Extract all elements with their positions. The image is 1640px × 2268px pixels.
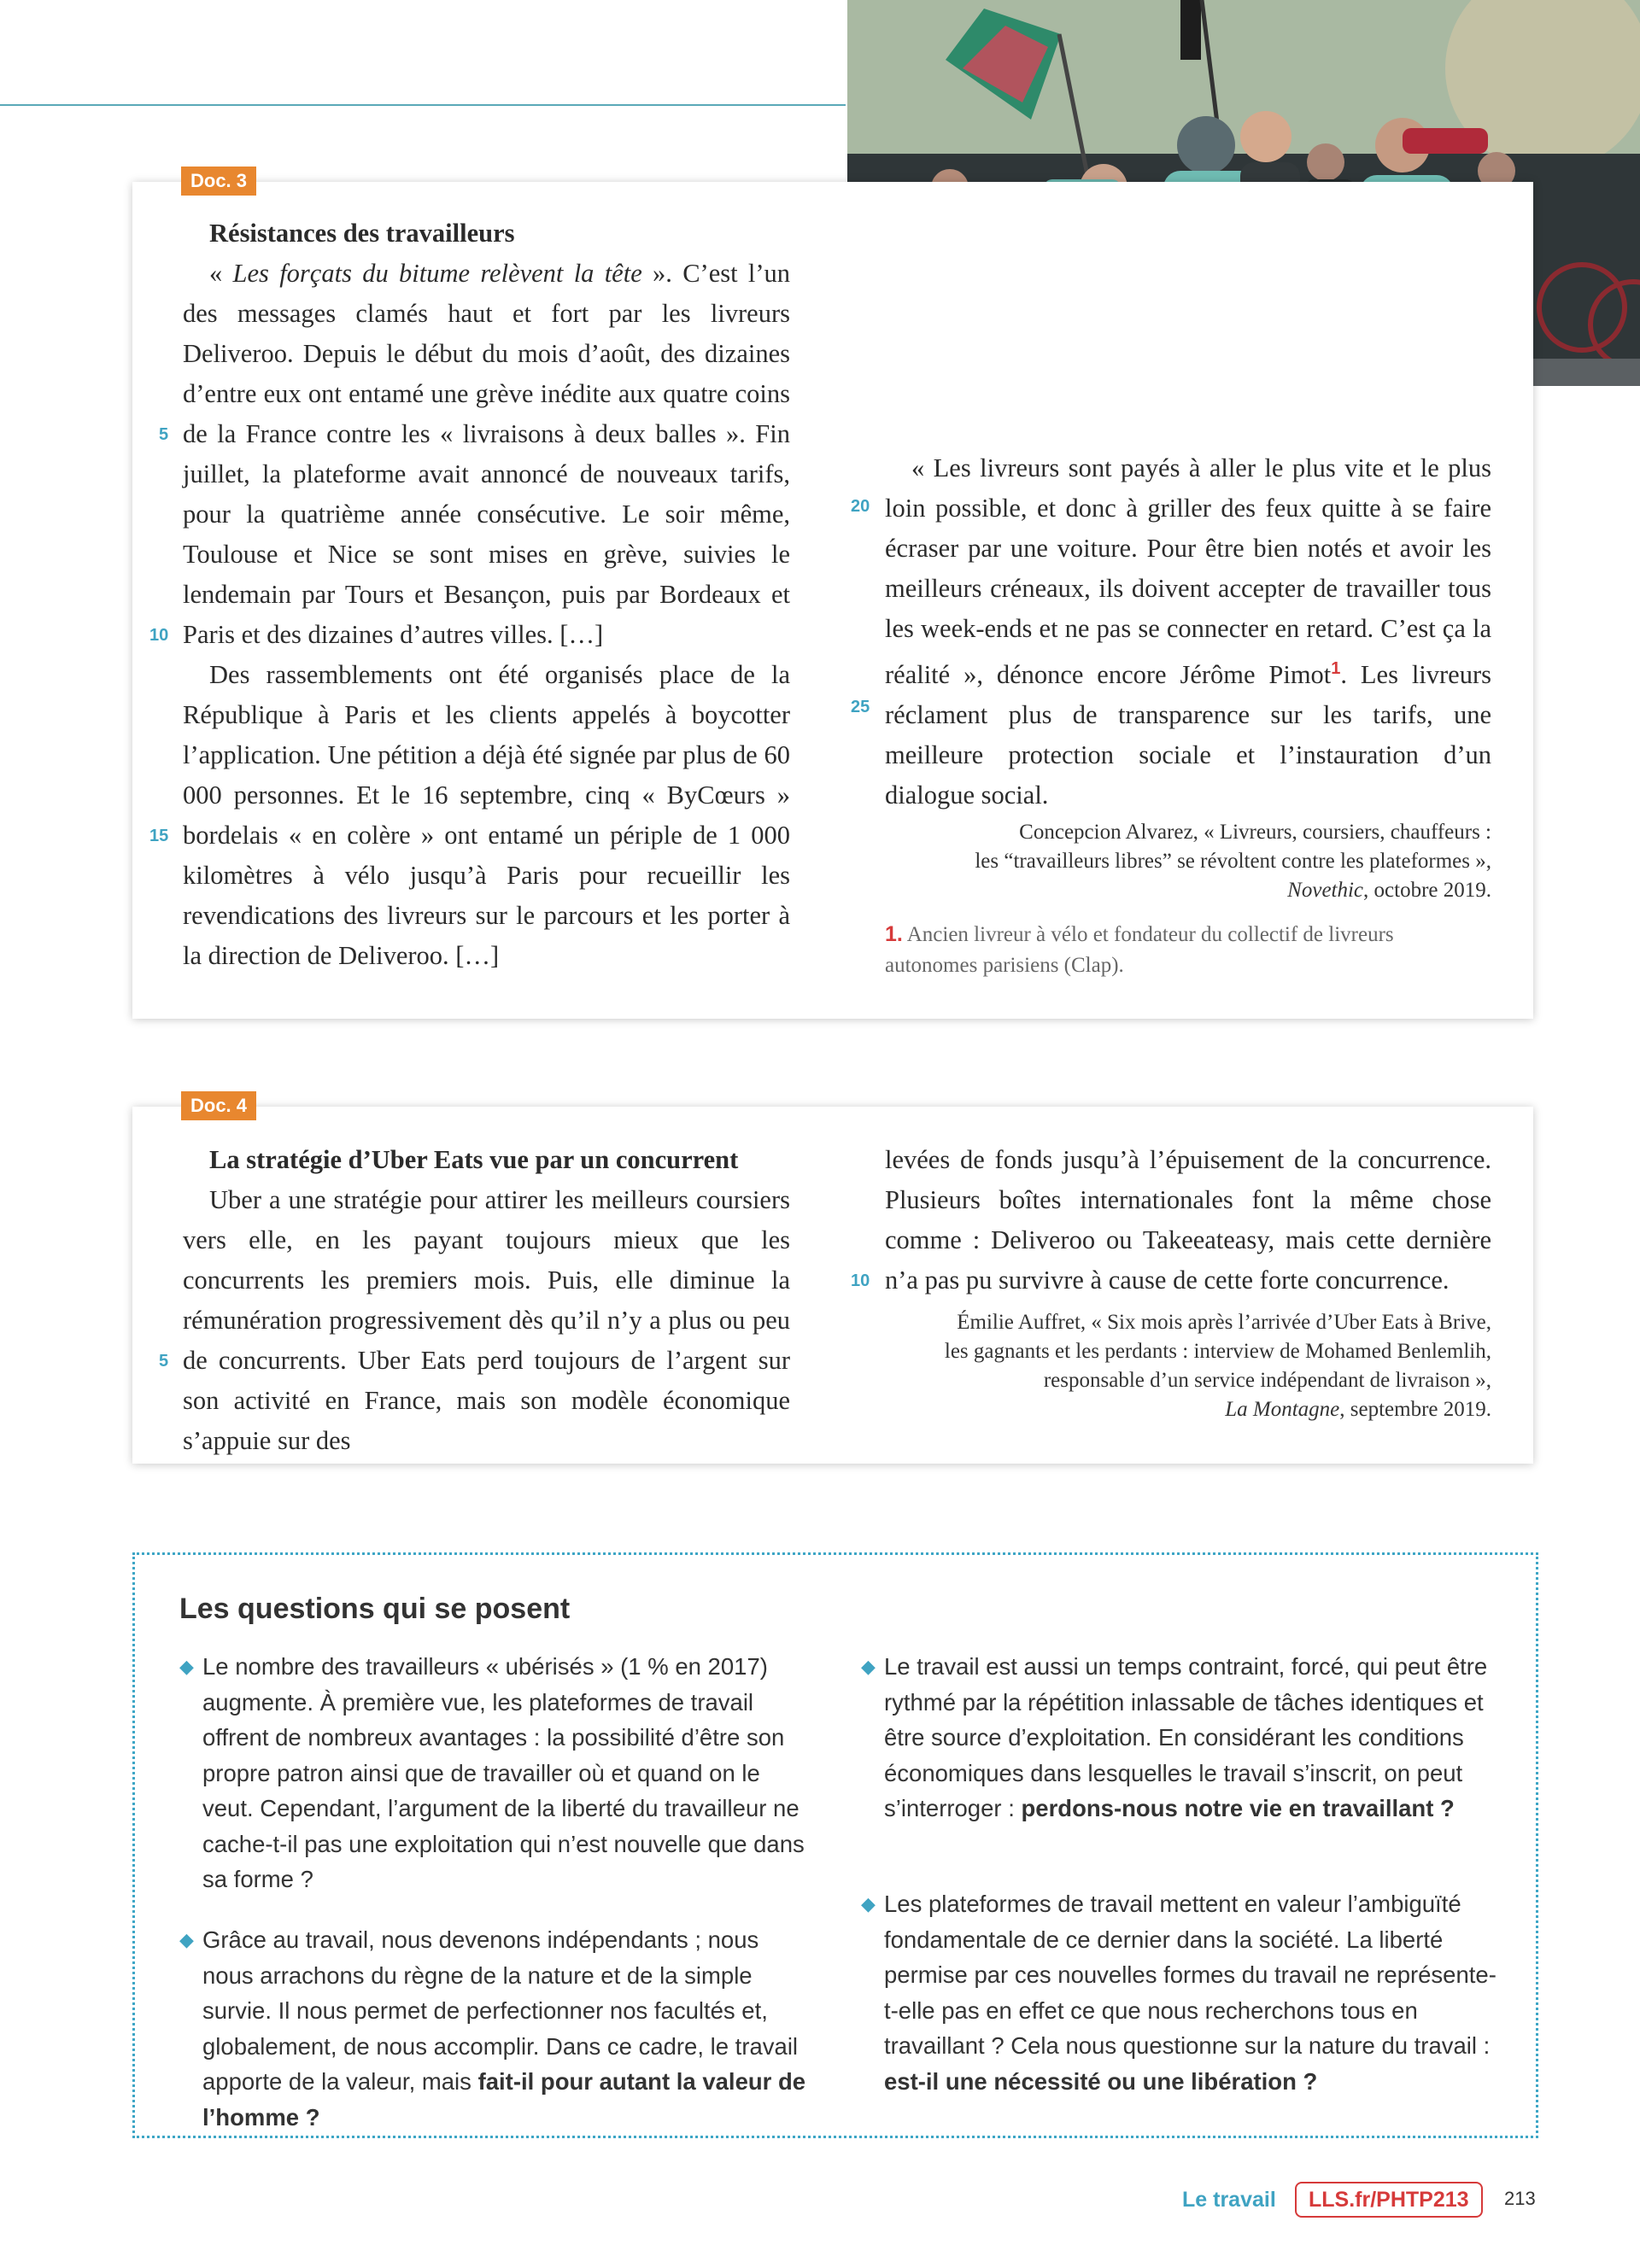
questions-box <box>132 1552 1538 2138</box>
line-number: 5 <box>159 425 169 444</box>
doc4-text-right <box>885 1140 1491 1311</box>
doc4-text-left <box>183 1140 790 1455</box>
doc4-title: La stratégie d’Uber Eats vue par un concurrent <box>209 1145 739 1174</box>
doc4-label: Doc. 4 <box>181 1091 256 1120</box>
line-number: 5 <box>159 1352 169 1371</box>
doc3-label: Doc. 3 <box>181 167 256 196</box>
question-item: ◆ Le travail est aussi un temps contraint, forcé, qui peut être rythmé par la répétition inlassable de tâches identiques et être source d’exploitation. En considérant les conditions économiques dans lesquelles le travail s’inscrit, on peut s’interroger : perdons-nous notre vie en travaillant ? <box>861 1649 1497 1827</box>
line-number: 15 <box>149 827 169 845</box>
doc3-paragraph-2: Des rassemblements ont été organisés place de la République à Paris et les clients appelés à boycotter l’application. Une pétition a déjà été signée par plus de 60 000 personnes. Et le 16 septembre, cinq « ByCœurs » bordelais « en colère » ont entamé un périple de 1 000 kilomètres à vélo jusqu’à Paris pour recueillir les revendications des livreurs sur le parcours et les porter à la direction de Deliveroo. […] <box>183 660 790 970</box>
line-number: 20 <box>851 497 870 516</box>
doc4-source: Émilie Auffret, « Six mois après l’arrivée d’Uber Eats à Brive, les gagnants et les perdants : interview de Mohamed Benlemlih, responsable d’un service indépendant de livraison », La Montagne, septembre 2019. <box>944 1311 1491 1421</box>
question-item: ◆ Le nombre des travailleurs « ubérisés » (1 % en 2017) augmente. À première vue, les plateformes de travail offrent de nombreux avantages : la possibilité d’être son propre patron ainsi que de travailler où et quand on le veut. Cependant, l’argument de la liberté du travailleur ne cache-t-il pas une exploitation qui n’est nouvelle que dans sa forme ? <box>179 1649 816 1897</box>
doc3-title: Résistances des travailleurs <box>209 219 515 248</box>
line-number: 10 <box>851 1271 870 1290</box>
doc4-paragraph-right: levées de fonds jusqu’à l’épuisement de la concurrence. Plusieurs boîtes internationales font la même chose comme : Deliveroo ou Takeeateasy, mais cette dernière n’a pas pu survivre à cause de cette forte concurrence. <box>885 1145 1491 1295</box>
footer-section-title: Le travail <box>1182 2188 1276 2212</box>
doc3-paragraph-3: « Les livreurs sont payés à aller le plus vite et le plus loin possible, et donc à griller des feux quitte à se faire écraser par une voiture. Pour être bien notés et avoir les meilleurs créneaux, ils doivent accepter de travailler tous les week-ends et ne pas se connecter en retard. C’est ça la réalité », dénonce encore Jérôme Pimot$^1$. Les livreurs réclament plus de transparence sur les tarifs, une meilleure protection sociale et l’instauration d’un dialogue social. <box>885 453 1491 810</box>
header-rule <box>0 104 846 106</box>
footnote-marker: 1 <box>1331 659 1341 678</box>
questions-title: Les questions qui se posent <box>179 1593 571 1625</box>
diamond-bullet-icon: ◆ <box>861 1656 876 1677</box>
diamond-bullet-icon: ◆ <box>179 1656 194 1677</box>
diamond-bullet-icon: ◆ <box>861 1893 876 1914</box>
doc3-text-left <box>183 213 790 982</box>
doc3-source: Concepcion Alvarez, « Livreurs, coursiers, chauffeurs : les “travailleurs libres” se révoltent contre les plateformes », Novethic, octobre 2019. <box>975 821 1491 902</box>
diamond-bullet-icon: ◆ <box>179 1929 194 1950</box>
doc3-text-right <box>885 448 1491 824</box>
question-item: ◆ Grâce au travail, nous devenons indépendants ; nous nous arrachons du règne de la nature et de la simple survie. Il nous permet de perfectionner nos facultés et, globalement, de nous accomplir. Dans ce cadre, le travail apporte de la valeur, mais fait-il pour autant la valeur de l’homme ? <box>179 1922 816 2135</box>
doc3-paragraph-1: « Les forçats du bitume relèvent la tête ». C’est l’un des messages clamés haut et fort par les livreurs Deliveroo. Depuis le début du mois d’août, des dizaines d’entre eux ont entamé une grève inédite aux quatre coins de la France contre les « livraisons à deux balles ». Fin juillet, la plateforme avait annoncé de nouveaux tarifs, pour la quatrième année consécutive. Le soir même, Toulouse et Nice se sont mises en grève, suivies le lendemain par Tours et Besançon, puis par Bordeaux et Paris et des dizaines d’autres villes. […] <box>183 259 791 649</box>
question-item: ◆ Les plateformes de travail mettent en valeur l’ambiguïté fondamentale de ce dernier dans la société. La liberté permise par ces nouvelles formes du travail ne représente-t-elle pas en effet ce que nous recherchons tous en travaillant ? Cela nous questionne sur la nature du travail : est-il une nécessité ou une libération ? <box>861 1886 1497 2099</box>
page-number: 213 <box>1504 2188 1536 2209</box>
doc4-paragraph-left: Uber a une stratégie pour attirer les meilleurs coursiers vers elle, en les payant toujours mieux que les concurrents les premiers mois. Puis, elle diminue la rémunération progressivement dès qu’il n’y a plus ou peu de concurrents. Uber Eats perd toujours de l’argent sur son activité en France, mais son modèle économique s’appuie sur des <box>183 1185 790 1455</box>
line-number: 25 <box>851 698 870 716</box>
footer-link[interactable]: LLS.fr/PHTP213 <box>1295 2182 1483 2218</box>
doc3-quote: Les forçats du bitume relèvent la tête <box>232 259 642 288</box>
line-number: 10 <box>149 626 169 645</box>
doc3-footnote: 1. Ancien livreur à vélo et fondateur du collectif de livreurs autonomes parisiens (Clap). <box>885 922 1394 977</box>
